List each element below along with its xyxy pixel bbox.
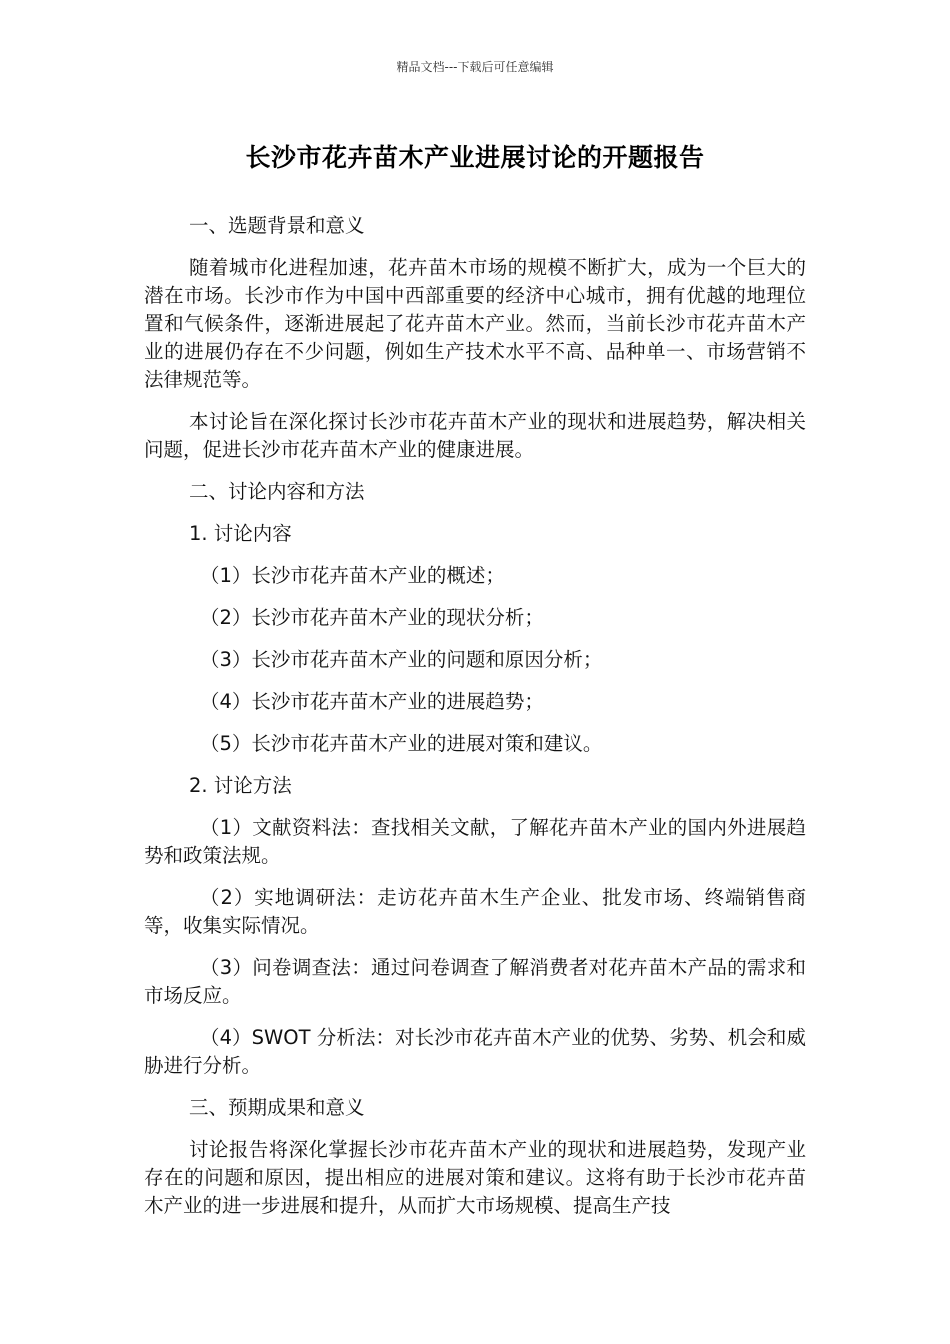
list-item: （2）长沙市花卉苗木产业的现状分析； — [200, 606, 544, 629]
paragraph-outcomes: 讨论报告将深化掌握长沙市花卉苗木产业的现状和进展趋势，发现产业存在的问题和原因，提出相应的进展对策和建议。这将有助于长沙市花卉苗木产业的进一步进展和提升，从而扩大市场规模、提高生产技 — [144, 1138, 806, 1217]
list-item: （5）长沙市花卉苗木产业的进展对策和建议。 — [200, 732, 603, 755]
document-body — [144, 212, 806, 1234]
paragraph-background: 随着城市化进程加速，花卉苗木市场的规模不断扩大，成为一个巨大的潜在市场。长沙市作为中国中西部重要的经济中心城市，拥有优越的地理位置和气候条件，逐渐进展起了花卉苗木产业。然而，当前长沙市花卉苗木产业的进展仍存在不少问题，例如生产技术水平不高、品种单一、市场营销不法律规范等。 — [144, 256, 806, 391]
header-note: 精品文档---下载后可任意编辑 — [396, 60, 554, 74]
method-item: （3）问卷调查法：通过问卷调查了解消费者对花卉苗木产品的需求和市场反应。 — [144, 956, 806, 1007]
paragraph-purpose: 本讨论旨在深化探讨长沙市花卉苗木产业的现状和进展趋势，解决相关问题，促进长沙市花卉苗木产业的健康进展。 — [144, 410, 806, 461]
method-item: （4）SWOT 分析法：对长沙市花卉苗木产业的优势、劣势、机会和威胁进行分析。 — [144, 1026, 806, 1077]
list-item: （1）长沙市花卉苗木产业的概述； — [200, 564, 505, 587]
section-heading-outcomes: 三、预期成果和意义 — [189, 1096, 365, 1119]
section-heading-background: 一、选题背景和意义 — [189, 214, 365, 237]
list-item: （4）长沙市花卉苗木产业的进展趋势； — [200, 690, 544, 713]
subheading-content: 1. 讨论内容 — [189, 522, 292, 545]
document-title: 长沙市花卉苗木产业进展讨论的开题报告 — [245, 143, 705, 172]
method-item: （1）文献资料法：查找相关文献，了解花卉苗木产业的国内外进展趋势和政策法规。 — [144, 816, 806, 867]
method-item: （2）实地调研法：走访花卉苗木生产企业、批发市场、终端销售商等，收集实际情况。 — [144, 886, 806, 937]
section-heading-content-methods: 二、讨论内容和方法 — [189, 480, 365, 503]
list-item: （3）长沙市花卉苗木产业的问题和原因分析； — [200, 648, 603, 671]
subheading-methods: 2. 讨论方法 — [189, 774, 292, 797]
